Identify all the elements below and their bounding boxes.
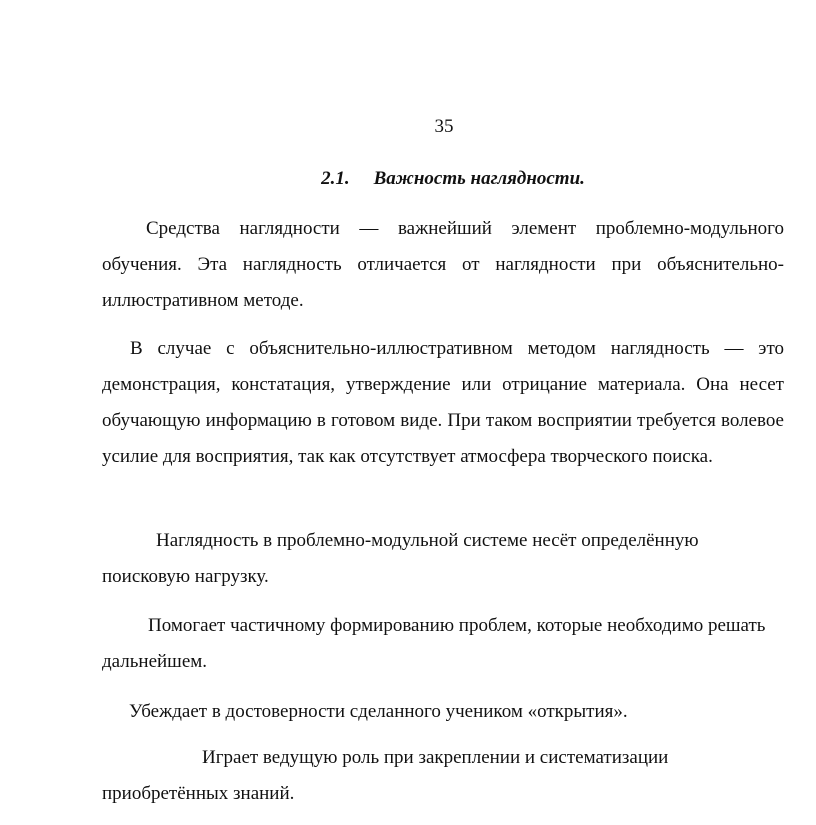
paragraph-6: Играет ведущую роль при закреплении и систематизации приобретённых знаний. (102, 747, 669, 804)
section-title: Важность наглядности. (373, 168, 585, 189)
paragraph-4: Помогает частичному формированию проблем, которые необходимо решать дальнейшем. (102, 615, 766, 672)
paragraph-2: В случае с объяснительно-иллюстративном методом наглядность — это демонстрация, констатация, утверждение или отрицание материала. Она несет обучающую информацию в готовом виде. При таком восприятии требуется волевое усилие для восприятия, так как отсутствует атмосфера творческого поиска. (102, 338, 784, 467)
paragraph-5: Убеждает в достоверности сделанного учеником «открытия». (129, 701, 628, 722)
paragraph-1: Средства наглядности — важнейший элемент проблемно-модульного обучения. Эта наглядность отличается от наглядности при объяснительно-иллюстративном методе. (102, 218, 784, 311)
paragraph-3: Наглядность в проблемно-модульной системе несёт определённую поисковую нагрузку. (102, 530, 699, 587)
page-number: 35 (434, 116, 454, 137)
section-heading (0, 167, 816, 191)
section-number: 2.1. (321, 168, 350, 189)
